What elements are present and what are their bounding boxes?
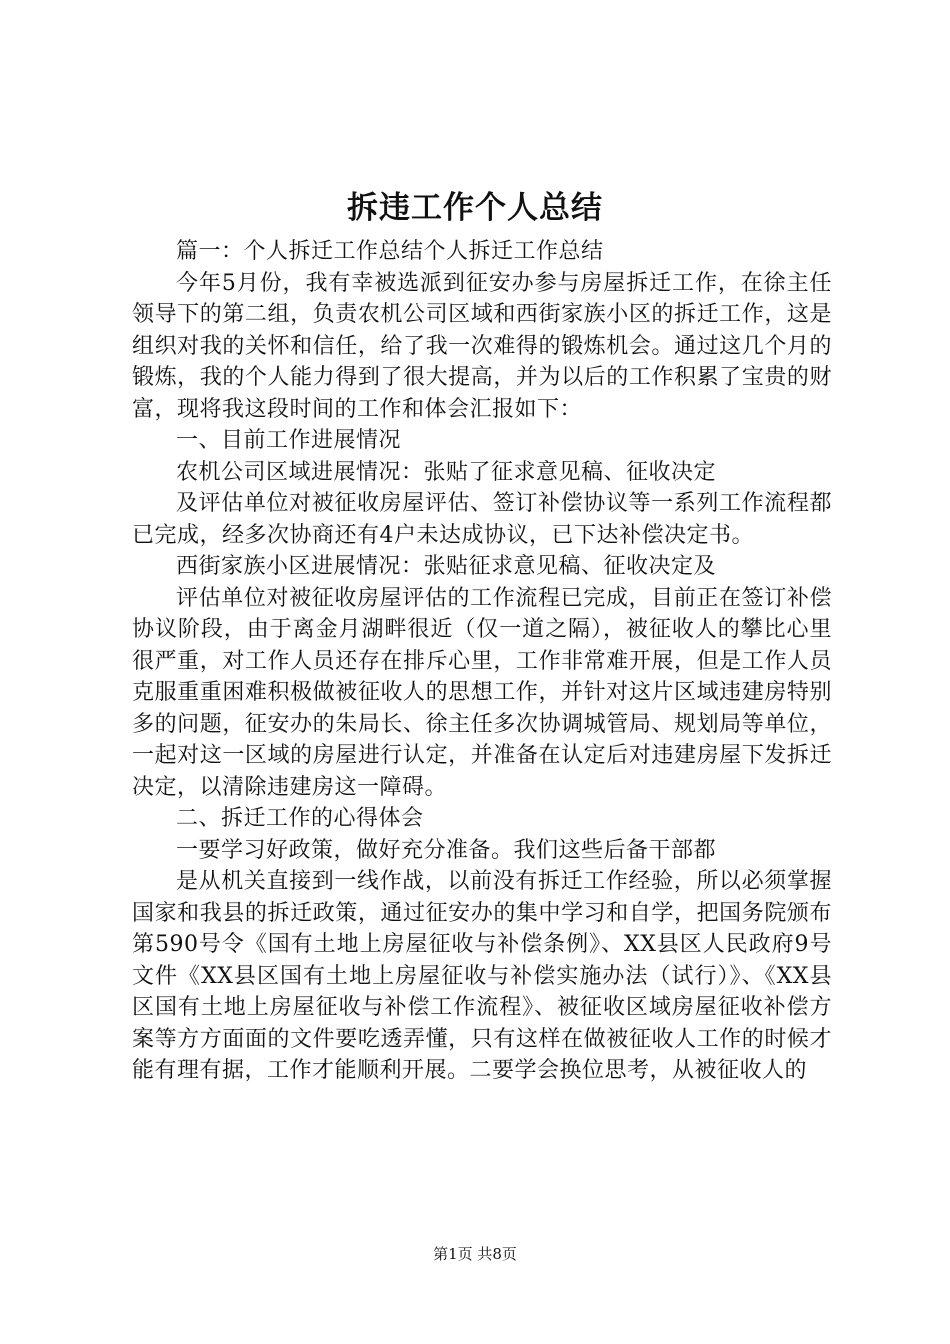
paragraph-nongji-detail: 及评估单位对被征收房屋评估、签订补偿协议等一系列工作流程都已完成，经多次协商还有4户未达成协议，已下达补偿决定书。	[132, 491, 832, 548]
page-number-footer: 第1页 共8页	[433, 1245, 517, 1263]
paragraph-policy-detail: 是从机关直接到一线作战，以前没有拆迁工作经验，所以必须掌握国家和我县的拆迁政策，通过征安办的集中学习和自学，把国务院颁布第590号令《国有土地上房屋征收与补偿条例》、XX县区人民政府9号文件《XX县区国有土地上房屋征收与补偿实施办法（试行）》、《XX县区国有土地上房屋征收与补偿工作流程》、被征收区域房屋征收补偿方案等方方面面的文件要吃透弄懂，只有这样在做被征收人工作的时候才能有理有据，工作才能顺利开展。二要学会换位思考，从被征收人的	[132, 869, 832, 1083]
section-heading-progress: 一、目前工作进展情况	[176, 428, 402, 453]
paragraph-nongji-lead: 农机公司区域进展情况：张贴了征求意见稿、征收决定	[176, 459, 717, 485]
paragraph-xijie-lead: 西街家族小区进展情况：张贴征求意见稿、征收决定及	[176, 554, 717, 579]
document-title: 拆违工作个人总结	[347, 190, 603, 226]
document-body	[132, 236, 832, 1087]
paragraph-xijie-detail: 评估单位对被征收房屋评估的工作流程已完成，目前正在签订补偿协议阶段，由于离金月湖畔很近（仅一道之隔），被征收人的攀比心里很严重，对工作人员还存在排斥心里，工作非常难开展，但是工作人员克服重重困难积极做被征收人的思想工作，并针对这片区域违建房特别多的问题，征安办的朱局长、徐主任多次协调城管局、规划局等单位，一起对这一区域的房屋进行认定，并准备在认定后对违建房屋下发拆迁决定，以清除违建房这一障碍。	[132, 585, 832, 800]
paragraph-heading-part1: 篇一：个人拆迁工作总结个人拆迁工作总结	[176, 239, 604, 264]
section-heading-experience: 二、拆迁工作的心得体会	[176, 806, 424, 831]
paragraph-intro: 今年5月份，我有幸被选派到征安办参与房屋拆迁工作，在徐主任领导下的第二组，负责农机公司区域和西街家族小区的拆迁工作，这是组织对我的关怀和信任，给了我一次难得的锻炼机会。通过这几个月的锻炼，我的个人能力得到了很大提高，并为以后的工作积累了宝贵的财富，现将我这段时间的工作和体会汇报如下：	[132, 270, 832, 422]
paragraph-policy-lead: 一要学习好政策，做好充分准备。我们这些后备干部都	[176, 837, 717, 863]
